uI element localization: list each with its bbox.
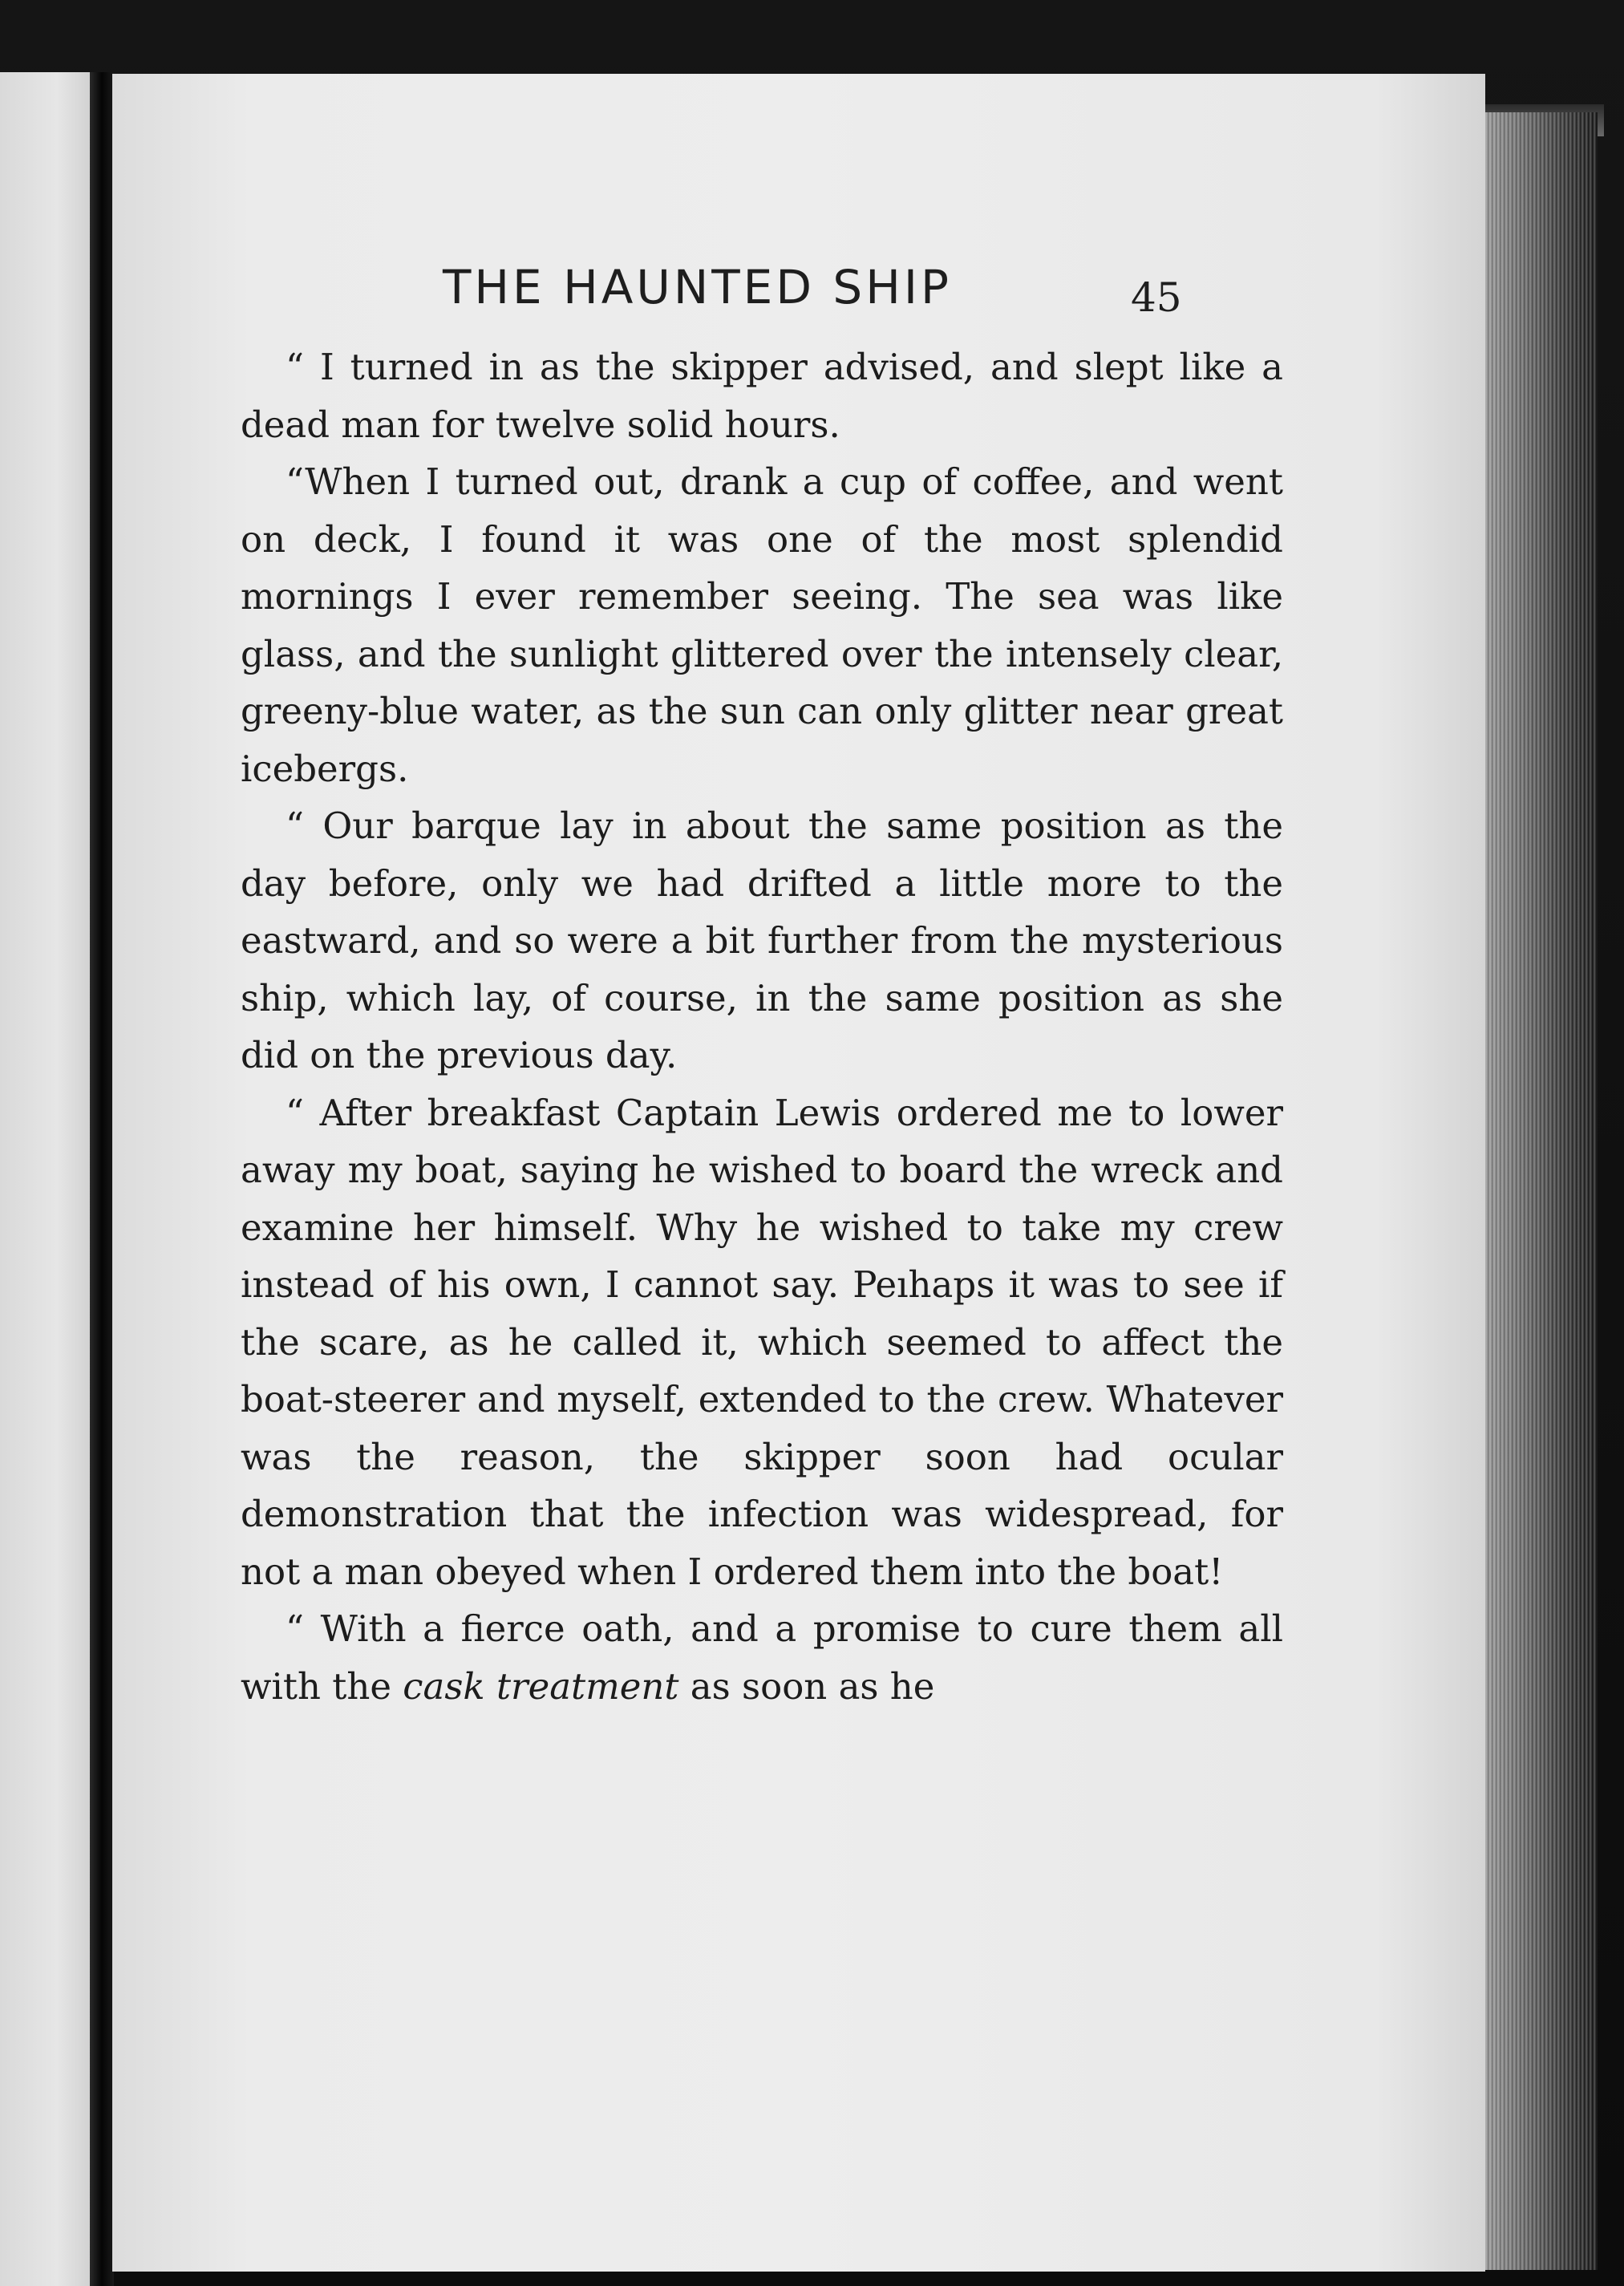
- book-gutter: [90, 72, 114, 2286]
- paragraph: “When I turned out, drank a cup of coffee, and went on deck, I found it was one of the most splendid mornings I ever remember seeing. The sea was like glass, and the sunlight glittered over the intensely clear, greeny-blue water, as the sun can only glitter near great icebergs.: [241, 460, 1283, 790]
- italic-phrase: cask treatment: [403, 1664, 679, 1708]
- page-body: [241, 338, 1283, 1715]
- page-text-block: [112, 74, 1485, 2272]
- paragraph: “ After breakfast Captain Lewis ordered me to lower away my boat, saying he wished to board the wreck and examine her himself. Why he wished to take my crew instead of his own, I cannot say. Peıhaps it was to see if the scare, as he called it, which seemed to affect the boat-steerer and myself, extended to the crew. Whatever was the reason, the skipper soon had ocular demonstration that the infection was widespread, for not a man obeyed when I ordered them into the boat!: [241, 1091, 1283, 1593]
- facing-page-edge: [0, 72, 95, 2286]
- running-head: THE HAUNTED SHIP: [443, 260, 952, 314]
- page-fore-edge: [1485, 112, 1598, 2270]
- paragraph-text: as soon as he: [678, 1664, 935, 1708]
- page-number: 45: [1131, 274, 1182, 321]
- paragraph: [241, 1600, 1283, 1715]
- paragraph: “ I turned in as the skipper advised, and slept like a dead man for twelve solid hours.: [241, 346, 1283, 446]
- page-header: [112, 260, 1485, 324]
- book-page: [112, 74, 1485, 2272]
- paragraph-text: “ With a fierce oath, and a promise to cure them all with the: [241, 1607, 1283, 1708]
- paragraph: “ Our barque lay in about the same position as the day before, only we had drifted a little more to the eastward, and so were a bit further from the mysterious ship, which lay, of course, in the same position as she did on the previous day.: [241, 805, 1283, 1076]
